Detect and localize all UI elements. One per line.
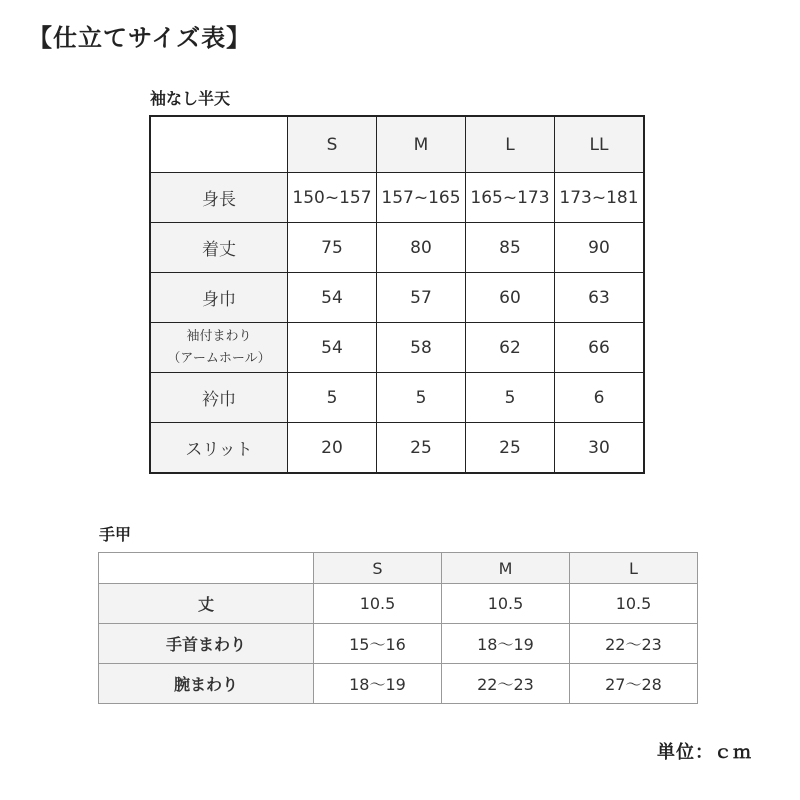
- table-row: [99, 584, 698, 624]
- table-cell: 75: [288, 223, 377, 273]
- column-header-ll: LL: [555, 116, 645, 173]
- table-cell: 25: [466, 423, 555, 474]
- table-cell: 30: [555, 423, 645, 474]
- table-row: [99, 624, 698, 664]
- table-cell: 150~157: [288, 173, 377, 223]
- table-row: [150, 173, 644, 223]
- table-cell: 5: [466, 373, 555, 423]
- row-label-width: 身巾: [150, 273, 288, 323]
- table-cell: 27～28: [570, 664, 698, 704]
- table-cell: 22～23: [570, 624, 698, 664]
- table-cell: 18～19: [314, 664, 442, 704]
- table-cell: 173~181: [555, 173, 645, 223]
- gauntlet-caption: 手甲: [99, 525, 132, 544]
- row-label-length: 丈: [99, 584, 314, 624]
- column-header-s: S: [314, 553, 442, 584]
- table-cell: 85: [466, 223, 555, 273]
- vest-size-table: [149, 115, 645, 474]
- table-cell: 10.5: [570, 584, 698, 624]
- row-label-length: 着丈: [150, 223, 288, 273]
- table-row: [150, 223, 644, 273]
- table-cell: 54: [288, 323, 377, 373]
- table-cell: 20: [288, 423, 377, 474]
- table-cell: 62: [466, 323, 555, 373]
- table-cell: 165~173: [466, 173, 555, 223]
- table-cell: 60: [466, 273, 555, 323]
- table-row: [150, 323, 644, 373]
- row-label-arm: 腕まわり: [99, 664, 314, 704]
- column-header-l: L: [570, 553, 698, 584]
- table-cell: 57: [377, 273, 466, 323]
- unit-note: 単位：ｃｍ: [657, 742, 752, 763]
- table-row: [150, 273, 644, 323]
- row-label-collar: 衿巾: [150, 373, 288, 423]
- column-header-l: L: [466, 116, 555, 173]
- table-row: [150, 423, 644, 474]
- table-cell: 80: [377, 223, 466, 273]
- table-cell: 63: [555, 273, 645, 323]
- table-cell: 54: [288, 273, 377, 323]
- column-header-m: M: [377, 116, 466, 173]
- row-label-armhole-sub: （アームホール）: [167, 350, 271, 366]
- row-label-armhole-main: 袖付まわり: [186, 328, 252, 344]
- table-cell: 25: [377, 423, 466, 474]
- table-row: [150, 373, 644, 423]
- page-title: 【仕立てサイズ表】: [28, 24, 252, 52]
- table-cell: 6: [555, 373, 645, 423]
- table-cell: 5: [288, 373, 377, 423]
- table-cell: 18～19: [442, 624, 570, 664]
- table-cell: 5: [377, 373, 466, 423]
- vest-caption: 袖なし半天: [150, 89, 231, 108]
- table-cell: 58: [377, 323, 466, 373]
- table-cell: 10.5: [314, 584, 442, 624]
- table-corner-cell: [99, 553, 314, 584]
- row-label-height: 身長: [150, 173, 288, 223]
- table-cell: 157~165: [377, 173, 466, 223]
- table-cell: 22～23: [442, 664, 570, 704]
- row-label-slit: スリット: [150, 423, 288, 474]
- column-header-m: M: [442, 553, 570, 584]
- table-cell: 10.5: [442, 584, 570, 624]
- table-cell: 90: [555, 223, 645, 273]
- table-corner-cell: [150, 116, 288, 173]
- table-cell: 15～16: [314, 624, 442, 664]
- column-header-s: S: [288, 116, 377, 173]
- table-row: [99, 664, 698, 704]
- row-label-armhole: [150, 323, 288, 373]
- table-header-row: [150, 116, 644, 173]
- table-header-row: [99, 553, 698, 584]
- row-label-wrist: 手首まわり: [99, 624, 314, 664]
- gauntlet-size-table: [98, 552, 698, 704]
- table-cell: 66: [555, 323, 645, 373]
